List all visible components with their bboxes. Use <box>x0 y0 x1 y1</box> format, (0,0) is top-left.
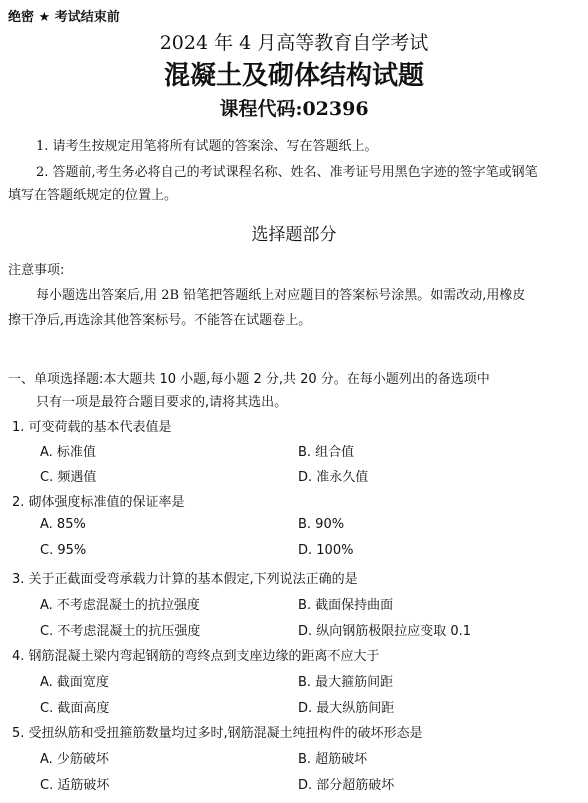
question-4-stem: 4. 钢筋混凝土梁内弯起钢筋的弯终点到支座边缘的距离不应大于 <box>12 649 380 664</box>
course-code: 课程代码:02396 <box>219 98 369 120</box>
question-5-option-b[interactable]: B. 超筋破坏 <box>298 752 368 767</box>
question-2-option-c[interactable]: C. 95% <box>40 543 87 558</box>
question-2-option-a[interactable]: A. 85% <box>40 517 86 532</box>
part-one-line-1: 一、单项选择题:本大题共 10 小题,每小题 2 分,共 20 分。在每小题列出的备选项中 <box>8 372 490 387</box>
question-4-option-b[interactable]: B. 最大箍筋间距 <box>298 675 394 690</box>
part-one-line-2: 只有一项是最符合题目要求的,请将其选出。 <box>36 395 288 410</box>
question-1-option-a[interactable]: A. 标准值 <box>40 445 96 460</box>
instruction-1: 1. 请考生按规定用笔将所有试题的答案涂、写在答题纸上。 <box>36 139 378 154</box>
confidential-label: 绝密 ★ 考试结束前 <box>8 10 120 25</box>
question-1-option-c[interactable]: C. 频遇值 <box>40 470 97 485</box>
section-heading: 选择题部分 <box>251 225 337 245</box>
question-4-option-d[interactable]: D. 最大纵筋间距 <box>298 701 395 716</box>
question-1-option-d[interactable]: D. 准永久值 <box>298 470 369 485</box>
notice-line-1: 每小题选出答案后,用 2B 铅笔把答题纸上对应题目的答案标号涂黑。如需改动,用橡皮 <box>36 288 526 303</box>
notice-title: 注意事项: <box>8 263 65 278</box>
question-4-option-a[interactable]: A. 截面宽度 <box>40 675 109 690</box>
question-1-option-b[interactable]: B. 组合值 <box>298 445 355 460</box>
instruction-2-cont: 填写在答题纸规定的位置上。 <box>8 188 178 203</box>
question-5-stem: 5. 受扭纵筋和受扭箍筋数量均过多时,钢筋混凝土纯扭构件的破坏形态是 <box>12 726 423 741</box>
question-4-option-c[interactable]: C. 截面高度 <box>40 701 110 716</box>
exam-title: 2024 年 4 月高等教育自学考试 <box>159 32 429 54</box>
question-3-option-b[interactable]: B. 截面保持曲面 <box>298 598 394 613</box>
question-3-option-a[interactable]: A. 不考虑混凝土的抗拉强度 <box>40 598 200 613</box>
subject-title: 混凝土及砌体结构试题 <box>163 61 424 91</box>
question-5-option-a[interactable]: A. 少筋破坏 <box>40 752 109 767</box>
instruction-2: 2. 答题前,考生务必将自己的考试课程名称、姓名、准考证号用黑色字迹的签字笔或钢笔 <box>36 165 538 180</box>
question-3-option-c[interactable]: C. 不考虑混凝土的抗压强度 <box>40 624 201 639</box>
question-5-option-c[interactable]: C. 适筋破坏 <box>40 778 110 793</box>
notice-line-2: 擦干净后,再选涂其他答案标号。不能答在试题卷上。 <box>8 313 312 328</box>
question-1-stem: 1. 可变荷载的基本代表值是 <box>12 420 172 435</box>
question-2-option-d[interactable]: D. 100% <box>298 543 354 558</box>
question-3-option-d[interactable]: D. 纵向钢筋极限拉应变取 0.1 <box>298 624 472 639</box>
question-2-option-b[interactable]: B. 90% <box>298 517 345 532</box>
question-5-option-d[interactable]: D. 部分超筋破坏 <box>298 778 395 793</box>
question-2-stem: 2. 砌体强度标准值的保证率是 <box>12 495 185 510</box>
question-3-stem: 3. 关于正截面受弯承载力计算的基本假定,下列说法正确的是 <box>12 572 358 587</box>
